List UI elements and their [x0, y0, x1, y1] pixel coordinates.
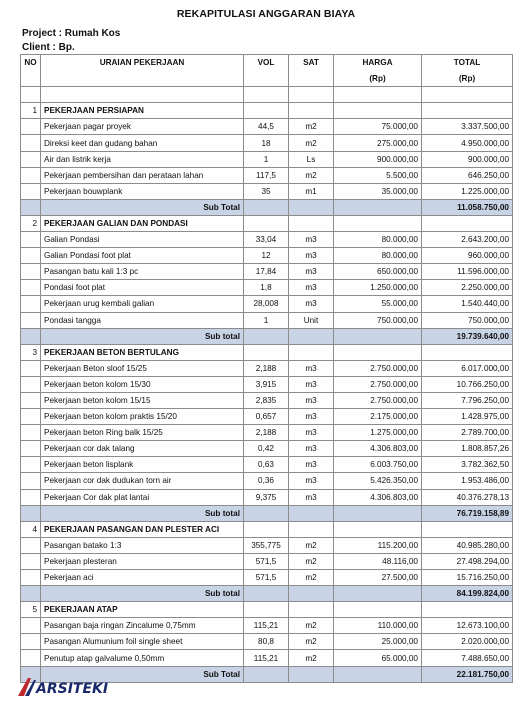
item-price: 900.000,00	[334, 151, 422, 167]
item-price: 65.000,00	[334, 650, 422, 666]
item-total: 6.017.000,00	[422, 360, 513, 376]
item-price: 75.000,00	[334, 119, 422, 135]
item-total: 646.250,00	[422, 167, 513, 183]
item-description: Pekerjaan aci	[41, 570, 244, 586]
item-unit: m3	[289, 264, 334, 280]
item-total: 7.796.250,00	[422, 392, 513, 408]
item-description: Air dan listrik kerja	[41, 151, 244, 167]
item-row	[21, 312, 513, 328]
item-total: 40.376.278,13	[422, 489, 513, 505]
budget-sheet	[20, 0, 512, 683]
header-row	[21, 55, 513, 71]
item-row	[21, 618, 513, 634]
subtotal-value: 11.058.750,00	[422, 199, 513, 215]
item-row	[21, 135, 513, 151]
item-unit: m3	[289, 296, 334, 312]
item-total: 960.000,00	[422, 248, 513, 264]
item-row	[21, 570, 513, 586]
item-description: Pekerjaan beton Ring balk 15/25	[41, 425, 244, 441]
header-sat: SAT	[289, 55, 334, 71]
item-row	[21, 248, 513, 264]
item-price: 2.175.000,00	[334, 409, 422, 425]
subtotal-label: Sub Total	[41, 666, 244, 682]
item-unit: m3	[289, 392, 334, 408]
item-price: 25.000,00	[334, 634, 422, 650]
item-row	[21, 425, 513, 441]
item-volume: 12	[244, 248, 289, 264]
item-total: 12.673.100,00	[422, 618, 513, 634]
item-volume: 2,835	[244, 392, 289, 408]
item-total: 2.643.200,00	[422, 232, 513, 248]
item-volume: 3,915	[244, 376, 289, 392]
subtotal-value: 19.739.640,00	[422, 328, 513, 344]
item-description: Pekerjaan cor dak talang	[41, 441, 244, 457]
item-total: 750.000,00	[422, 312, 513, 328]
logo-text: ARSITEKI	[36, 681, 109, 697]
project-line: Project : Rumah Kos	[22, 28, 121, 39]
item-price: 5.500,00	[334, 167, 422, 183]
item-price: 2.750.000,00	[334, 376, 422, 392]
item-volume: 115,21	[244, 618, 289, 634]
item-total: 3.337.500,00	[422, 119, 513, 135]
item-price: 1.275.000,00	[334, 425, 422, 441]
item-description: Pekerjaan beton kolom 15/15	[41, 392, 244, 408]
item-row	[21, 360, 513, 376]
item-volume: 571,5	[244, 570, 289, 586]
item-unit: Ls	[289, 151, 334, 167]
item-price: 27.500,00	[334, 570, 422, 586]
item-volume: 0,63	[244, 457, 289, 473]
section-name: PEKERJAAN PASANGAN DAN PLESTER ACI	[41, 521, 244, 537]
section-row	[21, 215, 513, 231]
item-description: Pekerjaan beton lisplank	[41, 457, 244, 473]
item-volume: 35	[244, 183, 289, 199]
budget-table	[20, 54, 513, 683]
item-volume: 0,42	[244, 441, 289, 457]
subtotal-value: 84.199.824,00	[422, 586, 513, 602]
item-row	[21, 119, 513, 135]
item-description: Pekerjaan Beton sloof 15/25	[41, 360, 244, 376]
item-price: 115.200,00	[334, 537, 422, 553]
item-row	[21, 264, 513, 280]
item-description: Pekerjaan beton kolom 15/30	[41, 376, 244, 392]
item-description: Pekerjaan pagar proyek	[41, 119, 244, 135]
item-price: 4.306.803,00	[334, 489, 422, 505]
item-unit: m3	[289, 473, 334, 489]
header-desc: URAIAN PEKERJAAN	[41, 55, 244, 71]
item-unit: m2	[289, 650, 334, 666]
section-name: PEKERJAAN ATAP	[41, 602, 244, 618]
document-title: REKAPITULASI ANGGARAN BIAYA	[176, 8, 356, 20]
item-total: 1.428.975,00	[422, 409, 513, 425]
item-row	[21, 167, 513, 183]
blank-row	[21, 87, 513, 103]
item-row	[21, 296, 513, 312]
item-volume: 17,84	[244, 264, 289, 280]
item-price: 6.003.750,00	[334, 457, 422, 473]
item-row	[21, 473, 513, 489]
item-description: Galian Pondasi foot plat	[41, 248, 244, 264]
item-total: 1.225.000,00	[422, 183, 513, 199]
section-name: PEKERJAAN PERSIAPAN	[41, 103, 244, 119]
section-name: PEKERJAAN BETON BERTULANG	[41, 344, 244, 360]
item-unit: m3	[289, 441, 334, 457]
item-price: 2.750.000,00	[334, 360, 422, 376]
item-description: Pekerjaan plesteran	[41, 553, 244, 569]
item-unit: m2	[289, 618, 334, 634]
item-unit: Unit	[289, 312, 334, 328]
item-price: 650.000,00	[334, 264, 422, 280]
header-no: NO	[21, 55, 41, 71]
header-vol: VOL	[244, 55, 289, 71]
item-description: Penutup atap galvalume 0,50mm	[41, 650, 244, 666]
item-total: 1.540.440,00	[422, 296, 513, 312]
item-row	[21, 183, 513, 199]
item-total: 2.789.700,00	[422, 425, 513, 441]
header-harga-unit: (Rp)	[334, 71, 422, 87]
item-volume: 571,5	[244, 553, 289, 569]
item-row	[21, 650, 513, 666]
item-description: Pasangan baja ringan Zincalume 0,75mm	[41, 618, 244, 634]
item-volume: 80,8	[244, 634, 289, 650]
subtotal-value: 76.719.158,89	[422, 505, 513, 521]
section-row	[21, 602, 513, 618]
subtotal-row	[21, 328, 513, 344]
item-price: 2.750.000,00	[334, 392, 422, 408]
item-row	[21, 151, 513, 167]
section-number: 4	[21, 521, 41, 537]
item-description: Pondasi tangga	[41, 312, 244, 328]
arsiteki-logo	[16, 676, 126, 698]
item-description: Pekerjaan pembersihan dan perataan lahan	[41, 167, 244, 183]
item-price: 275.000,00	[334, 135, 422, 151]
section-number: 1	[21, 103, 41, 119]
item-volume: 33,04	[244, 232, 289, 248]
item-total: 15.716.250,00	[422, 570, 513, 586]
subtotal-row	[21, 505, 513, 521]
item-unit: m2	[289, 167, 334, 183]
item-volume: 0,657	[244, 409, 289, 425]
item-unit: m1	[289, 183, 334, 199]
item-price: 55.000,00	[334, 296, 422, 312]
item-description: Direksi keet dan gudang bahan	[41, 135, 244, 151]
subtotal-label: Sub Total	[41, 199, 244, 215]
section-row	[21, 103, 513, 119]
item-total: 1.953.486,00	[422, 473, 513, 489]
subtotal-row	[21, 199, 513, 215]
item-description: Galian Pondasi	[41, 232, 244, 248]
client-line: Client : Bp.	[22, 42, 75, 53]
item-volume: 2,188	[244, 360, 289, 376]
item-unit: m3	[289, 489, 334, 505]
item-price: 5.426.350,00	[334, 473, 422, 489]
item-row	[21, 376, 513, 392]
item-description: Pasangan Alumunium foil single sheet	[41, 634, 244, 650]
section-row	[21, 344, 513, 360]
item-volume: 117,5	[244, 167, 289, 183]
section-row	[21, 521, 513, 537]
subtotal-label: Sub total	[41, 586, 244, 602]
header-unit-row	[21, 71, 513, 87]
section-number: 2	[21, 215, 41, 231]
item-unit: m2	[289, 537, 334, 553]
item-unit: m3	[289, 280, 334, 296]
item-price: 4.306.803,00	[334, 441, 422, 457]
item-description: Pondasi foot plat	[41, 280, 244, 296]
item-total: 2.250.000,00	[422, 280, 513, 296]
item-volume: 1,8	[244, 280, 289, 296]
item-unit: m2	[289, 553, 334, 569]
item-unit: m2	[289, 570, 334, 586]
item-unit: m2	[289, 119, 334, 135]
item-total: 40.985.280,00	[422, 537, 513, 553]
header-total-unit: (Rp)	[422, 71, 513, 87]
item-unit: m2	[289, 135, 334, 151]
item-row	[21, 553, 513, 569]
item-price: 48.116,00	[334, 553, 422, 569]
item-row	[21, 489, 513, 505]
item-unit: m3	[289, 425, 334, 441]
item-price: 35.000,00	[334, 183, 422, 199]
item-volume: 18	[244, 135, 289, 151]
item-row	[21, 409, 513, 425]
item-row	[21, 634, 513, 650]
subtotal-value: 22.181.750,00	[422, 666, 513, 682]
section-name: PEKERJAAN GALIAN DAN PONDASI	[41, 215, 244, 231]
item-description: Pekerjaan Cor dak plat lantai	[41, 489, 244, 505]
item-total: 7.488.650,00	[422, 650, 513, 666]
item-unit: m3	[289, 376, 334, 392]
item-row	[21, 232, 513, 248]
item-row	[21, 441, 513, 457]
item-volume: 0,36	[244, 473, 289, 489]
item-total: 900.000,00	[422, 151, 513, 167]
item-price: 80.000,00	[334, 232, 422, 248]
item-price: 80.000,00	[334, 248, 422, 264]
item-volume: 44,5	[244, 119, 289, 135]
item-volume: 1	[244, 312, 289, 328]
item-volume: 2,188	[244, 425, 289, 441]
item-total: 2.020.000,00	[422, 634, 513, 650]
item-row	[21, 280, 513, 296]
item-row	[21, 457, 513, 473]
item-total: 27.498.294,00	[422, 553, 513, 569]
item-description: Pasangan batako 1:3	[41, 537, 244, 553]
item-price: 110.000,00	[334, 618, 422, 634]
item-unit: m3	[289, 248, 334, 264]
item-unit: m2	[289, 634, 334, 650]
item-total: 11.596.000,00	[422, 264, 513, 280]
header-total: TOTAL	[422, 55, 513, 71]
subtotal-label: Sub total	[41, 328, 244, 344]
item-volume: 1	[244, 151, 289, 167]
section-number: 5	[21, 602, 41, 618]
item-volume: 28,008	[244, 296, 289, 312]
subtotal-label: Sub total	[41, 505, 244, 521]
item-volume: 115,21	[244, 650, 289, 666]
item-row	[21, 537, 513, 553]
header-harga: HARGA	[334, 55, 422, 71]
item-volume: 9,375	[244, 489, 289, 505]
item-description: Pekerjaan urug kembali galian	[41, 296, 244, 312]
item-unit: m3	[289, 409, 334, 425]
item-total: 1.808.857,26	[422, 441, 513, 457]
section-number: 3	[21, 344, 41, 360]
item-unit: m3	[289, 360, 334, 376]
item-description: Pasangan batu kali 1:3 pc	[41, 264, 244, 280]
item-price: 750.000,00	[334, 312, 422, 328]
subtotal-row	[21, 586, 513, 602]
item-unit: m3	[289, 232, 334, 248]
budget-table-body	[21, 55, 513, 683]
item-description: Pekerjaan bouwplank	[41, 183, 244, 199]
item-total: 10.766.250,00	[422, 376, 513, 392]
item-row	[21, 392, 513, 408]
item-description: Pekerjaan beton kolom praktis 15/20	[41, 409, 244, 425]
item-price: 1.250.000,00	[334, 280, 422, 296]
item-volume: 355,775	[244, 537, 289, 553]
item-total: 4.950.000,00	[422, 135, 513, 151]
item-description: Pekerjaan cor dak dudukan torn air	[41, 473, 244, 489]
item-total: 3.782.362,50	[422, 457, 513, 473]
item-unit: m3	[289, 457, 334, 473]
